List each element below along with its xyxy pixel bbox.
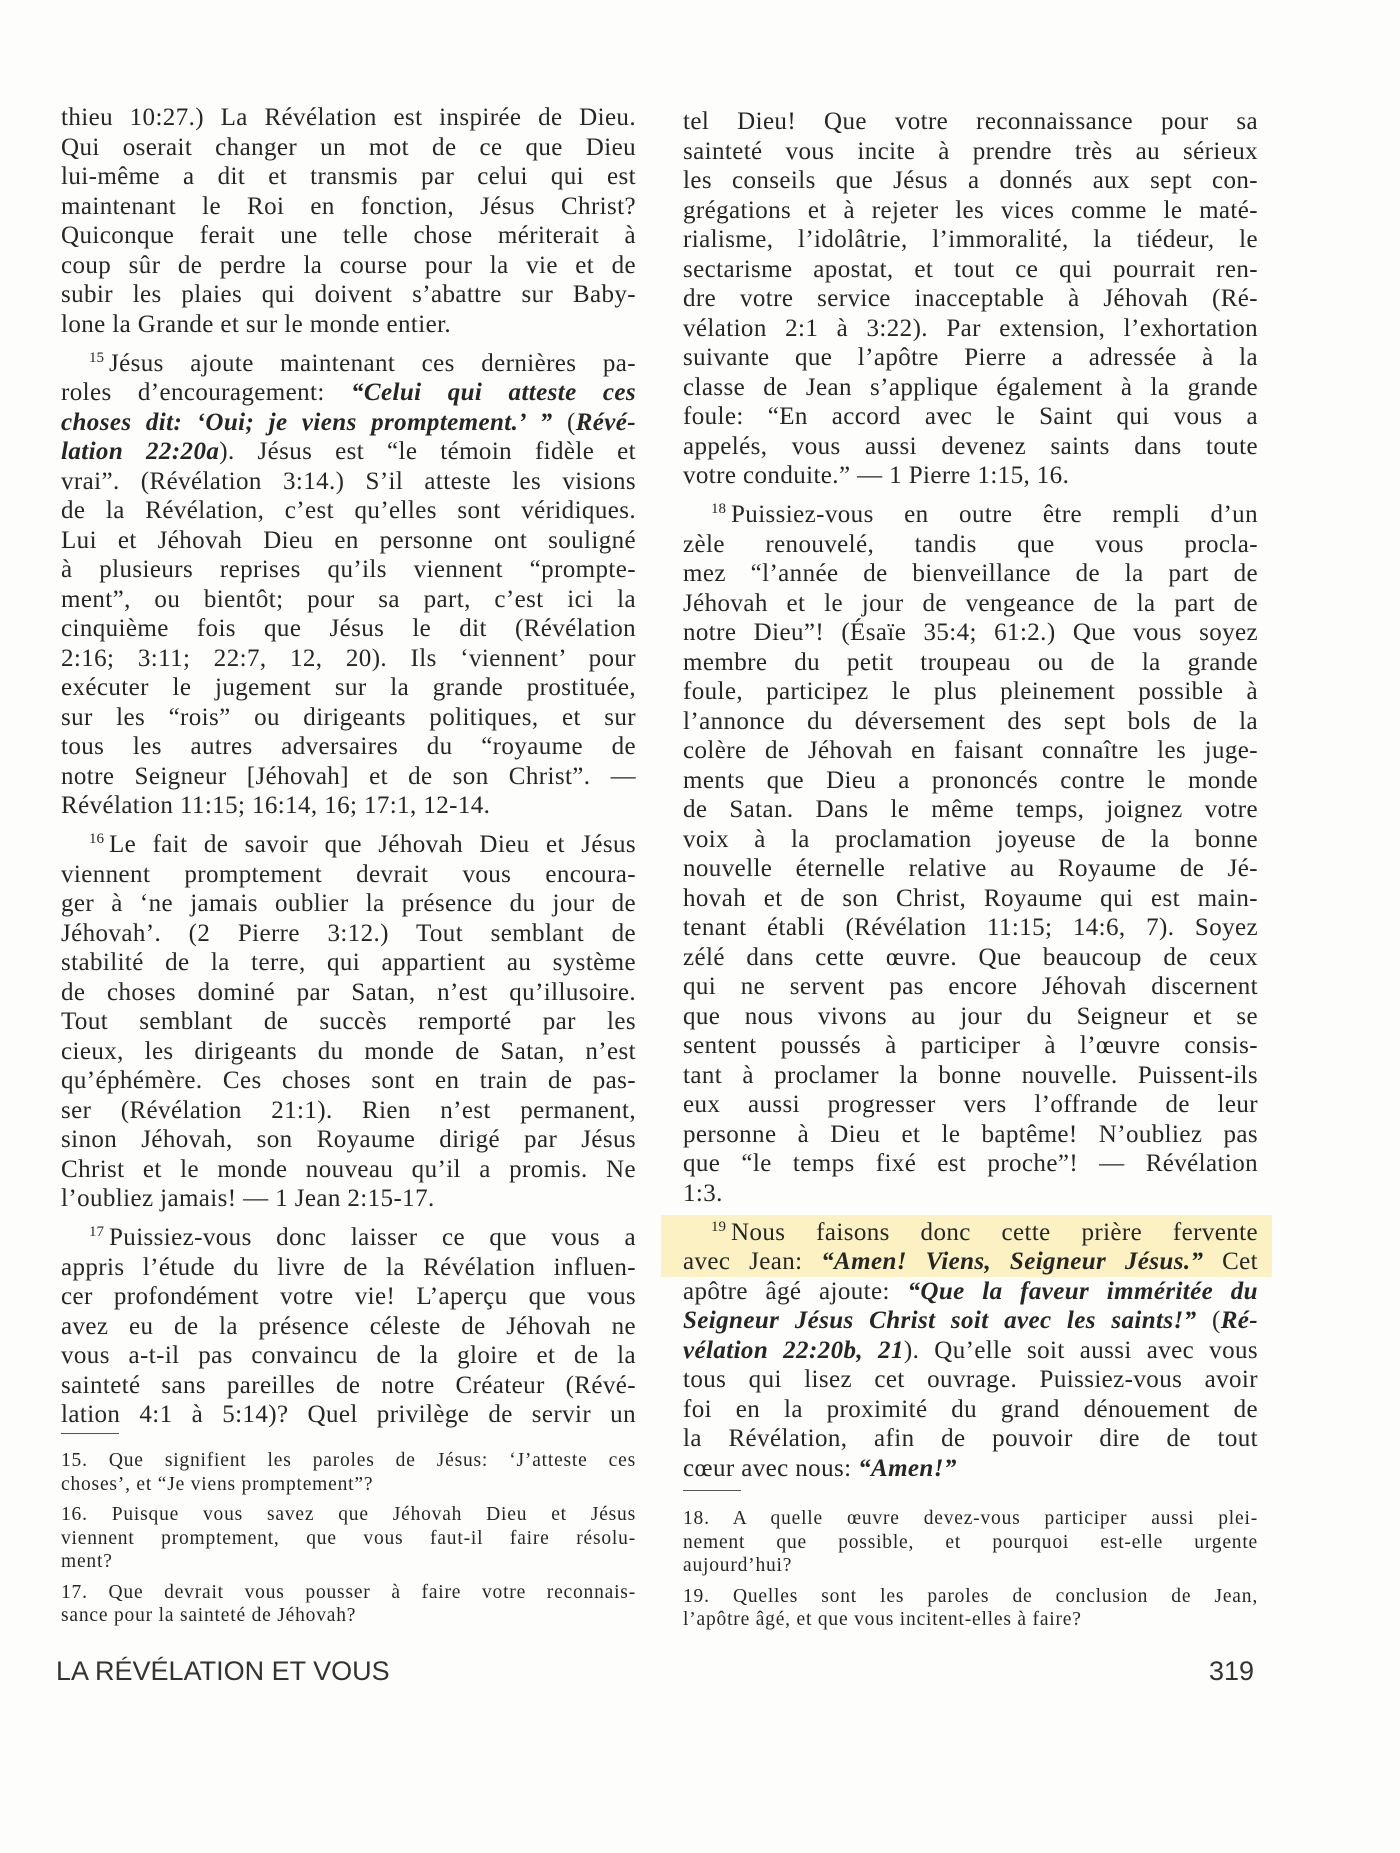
text-line (61, 280, 636, 310)
text-segment: tant à proclamer la bonne nouvelle. Puissent-ils (683, 1061, 1258, 1089)
text-line (683, 1454, 1258, 1484)
text-segment: Le fait de savoir que Jéhovah Dieu et Jésus (109, 831, 636, 858)
text-line (61, 310, 636, 340)
text-segment: vrai”. (Révélation 3:14.) S’il atteste les visions (61, 467, 636, 495)
paragraph (61, 1223, 636, 1430)
text-segment: 1:3. (683, 1179, 723, 1207)
study-question (61, 1449, 636, 1496)
text-line (683, 255, 1258, 285)
text-segment: ment”, ou bientôt; pour sa part, c’est ici la (61, 585, 636, 613)
text-segment: lation 4:1 à 5:14)? Quel privilège de servir un (61, 1401, 636, 1428)
study-question-line: l’apôtre âgé, et que vous incitent-elles à faire? (683, 1609, 1082, 1630)
study-question (683, 1585, 1258, 1632)
running-title: LA RÉVÉLATION ET VOUS (56, 1656, 390, 1686)
emphasized-scripture: Ré- (1220, 1307, 1258, 1334)
text-segment: tel Dieu! Que votre reconnaissance pour sa (683, 108, 1258, 135)
text-segment: ger à ‘ne jamais oublier la présence du jour de (61, 890, 636, 917)
text-segment: roles d’encouragement: (61, 379, 351, 406)
text-line (61, 437, 636, 467)
text-segment: eux aussi progresser vers l’offrande de leur (683, 1091, 1258, 1118)
text-line (683, 1031, 1258, 1061)
text-line (61, 889, 636, 919)
text-segment: cœur avec nous: (683, 1454, 859, 1482)
text-line (61, 1066, 636, 1096)
text-line (683, 402, 1258, 432)
text-segment: zèle renouvelé, tandis que vous procla- (683, 530, 1258, 558)
text-line (683, 795, 1258, 825)
text-segment: cer profondément votre vie! L’aperçu que vous (61, 1283, 636, 1310)
text-line (61, 673, 636, 703)
study-question-line: viennent promptement, que vous faut-il faire résolu- (61, 1527, 636, 1549)
text-segment: foule: “En accord avec le Saint qui vous a (683, 403, 1258, 430)
emphasized-scripture: “Amen!” (858, 1454, 957, 1482)
text-segment: sentent poussés à participer à l’œuvre consis- (683, 1032, 1258, 1059)
text-segment: viennent promptement devrait vous encoura- (61, 860, 636, 888)
text-line (61, 349, 636, 379)
text-line (683, 1120, 1258, 1150)
highlighted-line (661, 1247, 1272, 1277)
text-segment: apôtre âgé ajoute: (683, 1277, 908, 1305)
emphasized-scripture: “Celui qui atteste ces (351, 379, 636, 406)
text-line (683, 589, 1258, 619)
text-segment: sinon Jéhovah, son Royaume dirigé par Jésus (61, 1126, 636, 1153)
text-segment: l’oubliez jamais! — 1 Jean 2:15-17. (61, 1185, 435, 1212)
emphasized-scripture: Révé- (575, 408, 636, 436)
text-line (61, 1037, 636, 1067)
page-number: 319 (1208, 1656, 1254, 1686)
text-line (61, 1312, 636, 1342)
text-line (683, 1149, 1258, 1179)
text-segment: de la Révélation, c’est qu’elles sont véridiques. (61, 497, 636, 524)
text-segment: sainteté sans pareilles de notre Créateur (Révé- (61, 1371, 636, 1399)
text-segment: Révélation 11:15; 16:14, 16; 17:1, 12-14. (61, 792, 491, 819)
text-segment: foi en la proximité du grand dénouement de (683, 1395, 1258, 1423)
text-line (683, 559, 1258, 589)
text-segment: sur les “rois” ou dirigeants politiques, et sur (61, 703, 636, 731)
text-segment: qui ne servent pas encore Jéhovah discernent (683, 973, 1258, 1000)
text-segment: notre Dieu”! (Ésaïe 35:4; 61:2.) Que vous soyez (683, 619, 1258, 646)
text-segment: membre du petit troupeau ou de la grande (683, 648, 1258, 676)
text-line (683, 1306, 1258, 1336)
text-segment: Lui et Jéhovah Dieu en personne ont souligné (61, 526, 636, 554)
text-line (61, 644, 636, 674)
text-line (683, 913, 1258, 943)
text-segment: ). Qu’elle soit aussi avec vous (903, 1336, 1259, 1364)
paragraph-number: 15 (89, 349, 104, 366)
text-line (61, 133, 636, 163)
text-segment: l’annonce du déversement des sept bols de la (683, 707, 1258, 735)
text-segment: rialisme, l’idolâtrie, l’immoralité, la tiédeur, le (683, 226, 1258, 253)
text-segment: colère de Jéhovah en faisant connaître les juge- (683, 737, 1258, 764)
text-line (683, 943, 1258, 973)
study-question (61, 1503, 636, 1574)
text-line (61, 919, 636, 949)
text-line (61, 948, 636, 978)
text-line (683, 1061, 1258, 1091)
text-segment: zélé dans cette œuvre. Que beaucoup de ceux (683, 943, 1258, 971)
text-segment: tenant établi (Révélation 11:15; 14:6, 7). Soyez (683, 914, 1258, 941)
text-line (61, 467, 636, 497)
text-line (683, 1365, 1258, 1395)
text-segment: Puissiez-vous donc laisser ce que vous a (109, 1224, 636, 1251)
text-segment: appelés, vous aussi devenez saints dans toute (683, 432, 1258, 460)
text-segment: stabilité de la terre, qui appartient au système (61, 949, 636, 976)
text-line (61, 1253, 636, 1283)
text-segment: sectarisme apostat, et tout ce qui pourrait ren- (683, 255, 1258, 283)
text-segment: les conseils que Jésus a donnés aux sept con- (683, 167, 1258, 194)
text-segment: voix à la proclamation joyeuse de la bonne (683, 825, 1258, 853)
text-segment: de choses dominé par Satan, n’est qu’illusoire. (61, 978, 636, 1006)
footnote-rule (61, 1433, 119, 1434)
text-segment: ments que Dieu a prononcés contre le monde (683, 766, 1258, 794)
paragraph (683, 107, 1258, 491)
text-line (61, 703, 636, 733)
right-column (683, 107, 1258, 1483)
text-line (61, 555, 636, 585)
text-segment: dre votre service inacceptable à Jéhovah (Ré- (683, 285, 1258, 312)
text-line (683, 825, 1258, 855)
paragraph (683, 1218, 1258, 1484)
text-segment: 2:16; 3:11; 22:7, 12, 20). Ils ‘viennent’ pour (61, 644, 636, 672)
paragraph-number: 17 (89, 1224, 104, 1240)
text-segment: lui-même a dit et transmis par celui qui est (61, 163, 636, 190)
text-segment: personne à Dieu et le baptême! N’oubliez pas (683, 1120, 1258, 1148)
study-question-line: nement que possible, et pourquoi est-elle urgente (683, 1531, 1258, 1553)
text-segment: lone la Grande et sur le monde entier. (61, 310, 452, 338)
text-line (683, 1424, 1258, 1454)
text-segment: Jésus ajoute maintenant ces dernières pa- (109, 349, 636, 377)
text-segment: cinquième fois que Jésus le dit (Révélation (61, 615, 636, 642)
emphasized-scripture: vélation 22:20b, 21 (683, 1336, 904, 1364)
text-segment: appris l’étude du livre de la Révélation influen- (61, 1253, 636, 1281)
right-study-questions (683, 1507, 1258, 1632)
text-line (61, 614, 636, 644)
text-line (61, 1371, 636, 1401)
text-segment: avec Jean: (683, 1248, 822, 1275)
text-line (683, 373, 1258, 403)
left-study-questions (61, 1449, 636, 1628)
study-question-line: 18. A quelle œuvre devez-vous participer aussi plei- (683, 1508, 1258, 1529)
text-line (61, 860, 636, 890)
text-line (61, 162, 636, 192)
text-line (61, 526, 636, 556)
text-segment: notre Seigneur [Jéhovah] et de son Christ”. — (61, 762, 636, 790)
text-line (683, 284, 1258, 314)
text-line (683, 677, 1258, 707)
text-segment: vous a-t-il pas convaincu de la gloire et de la (61, 1342, 636, 1369)
study-question-line: ment? (61, 1551, 113, 1572)
highlighted-line (661, 1218, 1272, 1248)
text-segment: vélation 2:1 à 3:22). Par extension, l’exhortation (683, 314, 1258, 342)
text-line (683, 137, 1258, 167)
emphasized-scripture: lation 22:20a (61, 438, 220, 465)
text-line (683, 884, 1258, 914)
text-segment: avez eu de la présence céleste de Jéhovah ne (61, 1312, 636, 1340)
text-line (683, 1336, 1258, 1366)
text-line (61, 408, 636, 438)
text-segment: coup sûr de perdre la course pour la vie et de (61, 251, 636, 279)
text-line (683, 461, 1258, 491)
text-segment: ( (552, 408, 576, 436)
text-line (61, 221, 636, 251)
text-segment: subir les plaies qui doivent s’abattre sur Baby- (61, 281, 636, 308)
text-segment: Jéhovah et le jour de vengeance de la part de (683, 589, 1258, 617)
paragraph-number: 19 (711, 1218, 726, 1235)
text-segment: thieu 10:27.) La Révélation est inspirée de Dieu. (61, 104, 636, 131)
text-segment: Qui oserait changer un mot de ce que Dieu (61, 133, 636, 161)
text-segment: la Révélation, afin de pouvoir dire de tout (683, 1425, 1258, 1452)
text-segment: ). Jésus est “le témoin fidèle et (219, 438, 636, 465)
text-segment: Nous faisons donc cette prière fervente (731, 1218, 1258, 1246)
text-segment: ( (1196, 1307, 1221, 1334)
text-line (61, 791, 636, 821)
text-line (61, 1155, 636, 1185)
text-line (683, 432, 1258, 462)
text-line (61, 1007, 636, 1037)
text-line (683, 225, 1258, 255)
paragraph (61, 830, 636, 1214)
text-segment: qu’éphémère. Ces choses sont en train de pas- (61, 1067, 636, 1094)
text-line (61, 251, 636, 281)
text-line (683, 107, 1258, 137)
study-question (61, 1581, 636, 1628)
text-line (61, 1400, 636, 1430)
text-line (61, 732, 636, 762)
text-line (683, 1395, 1258, 1425)
text-line (683, 1090, 1258, 1120)
study-question (683, 1507, 1258, 1578)
text-segment: que nous vivons au jour du Seigneur et se (683, 1002, 1258, 1030)
text-line (683, 854, 1258, 884)
text-line (61, 762, 636, 792)
footnote-rule (683, 1490, 741, 1491)
text-line (61, 978, 636, 1008)
text-line (683, 196, 1258, 226)
text-segment: tous les autres adversaires du “royaume de (61, 733, 636, 760)
text-line (61, 496, 636, 526)
text-line (683, 314, 1258, 344)
text-line (683, 166, 1258, 196)
text-segment: exécuter le jugement sur la grande prostituée, (61, 674, 636, 701)
text-line (61, 1096, 636, 1126)
text-line (683, 1179, 1258, 1209)
text-line (683, 1002, 1258, 1032)
study-question-line: 15. Que signifient les paroles de Jésus: ‘J’atteste ces (61, 1450, 636, 1471)
text-line (683, 618, 1258, 648)
study-question-line: 19. Quelles sont les paroles de conclusion de Jean, (683, 1585, 1258, 1607)
paragraph (61, 349, 636, 821)
text-line (61, 378, 636, 408)
text-segment: Puissiez-vous en outre être rempli d’un (731, 501, 1258, 528)
text-line (61, 1223, 636, 1253)
text-line (683, 648, 1258, 678)
paragraph (61, 103, 636, 339)
text-segment: suivante que l’apôtre Pierre a adressée à la (683, 344, 1258, 371)
text-segment: que “le temps fixé est proche”! — Révélation (683, 1150, 1258, 1177)
study-question-line: sance pour la sainteté de Jéhovah? (61, 1605, 357, 1626)
text-segment: classe de Jean s’applique également à la grande (683, 373, 1258, 401)
left-column (61, 103, 636, 1430)
text-segment: Tout semblant de succès remporté par les (61, 1008, 636, 1035)
emphasized-scripture: choses dit: ‘Oui; je viens promptement.’ ” (61, 408, 553, 436)
text-segment: maintenant le Roi en fonction, Jésus Christ? (61, 192, 636, 220)
text-segment: nouvelle éternelle relative au Royaume de Jé- (683, 855, 1258, 882)
text-segment: Cet (1203, 1248, 1258, 1275)
text-line (61, 192, 636, 222)
text-segment: à plusieurs reprises qu’ils viennent “prompte- (61, 556, 636, 583)
text-line (683, 343, 1258, 373)
study-question-line: choses’, et “Je viens promptement”? (61, 1473, 374, 1495)
text-segment: votre conduite.” — 1 Pierre 1:15, 16. (683, 462, 1070, 489)
text-segment: Christ et le monde nouveau qu’il a promis. Ne (61, 1155, 636, 1183)
text-segment: de Satan. Dans le même temps, joignez votre (683, 796, 1258, 823)
paragraph (683, 500, 1258, 1208)
text-line (683, 530, 1258, 560)
text-line (683, 1277, 1258, 1307)
text-segment: foule, participez le plus pleinement possible à (683, 678, 1258, 705)
emphasized-scripture: “Amen! Viens, Seigneur Jésus.” (821, 1248, 1204, 1275)
study-question-line: aujourd’hui? (683, 1555, 793, 1576)
text-line (61, 1282, 636, 1312)
text-segment: cieux, les dirigeants du monde de Satan, n’est (61, 1037, 636, 1065)
paragraph-number: 18 (711, 501, 726, 517)
text-line (61, 1341, 636, 1371)
emphasized-scripture: “Que la faveur imméritée du (907, 1277, 1258, 1305)
paragraph-number: 16 (89, 831, 104, 847)
text-line (683, 766, 1258, 796)
text-segment: Quiconque ferait une telle chose mériterait à (61, 222, 636, 249)
text-segment: grégations et à rejeter les vices comme le maté- (683, 196, 1258, 224)
text-line (683, 972, 1258, 1002)
text-line (683, 736, 1258, 766)
text-segment: mez “l’année de bienveillance de la part de (683, 560, 1258, 587)
study-question-line: 16. Puisque vous savez que Jéhovah Dieu et Jésus (61, 1504, 636, 1525)
study-question-line: 17. Que devrait vous pousser à faire votre reconnais- (61, 1581, 636, 1603)
text-segment: sainteté vous incite à prendre très au sérieux (683, 137, 1258, 165)
text-line (683, 500, 1258, 530)
text-segment: Jéhovah’. (2 Pierre 3:12.) Tout semblant de (61, 919, 636, 947)
text-line (61, 103, 636, 133)
text-line (61, 830, 636, 860)
text-line (61, 1184, 636, 1214)
text-segment: hovah et de son Christ, Royaume qui est main- (683, 884, 1258, 912)
text-segment: tous qui lisez cet ouvrage. Puissiez-vous avoir (683, 1366, 1258, 1393)
text-segment: ser (Révélation 21:1). Rien n’est permanent, (61, 1096, 636, 1124)
emphasized-scripture: Seigneur Jésus Christ soit avec les saints!” (683, 1307, 1197, 1334)
text-line (61, 1125, 636, 1155)
text-line (61, 585, 636, 615)
text-line (683, 707, 1258, 737)
